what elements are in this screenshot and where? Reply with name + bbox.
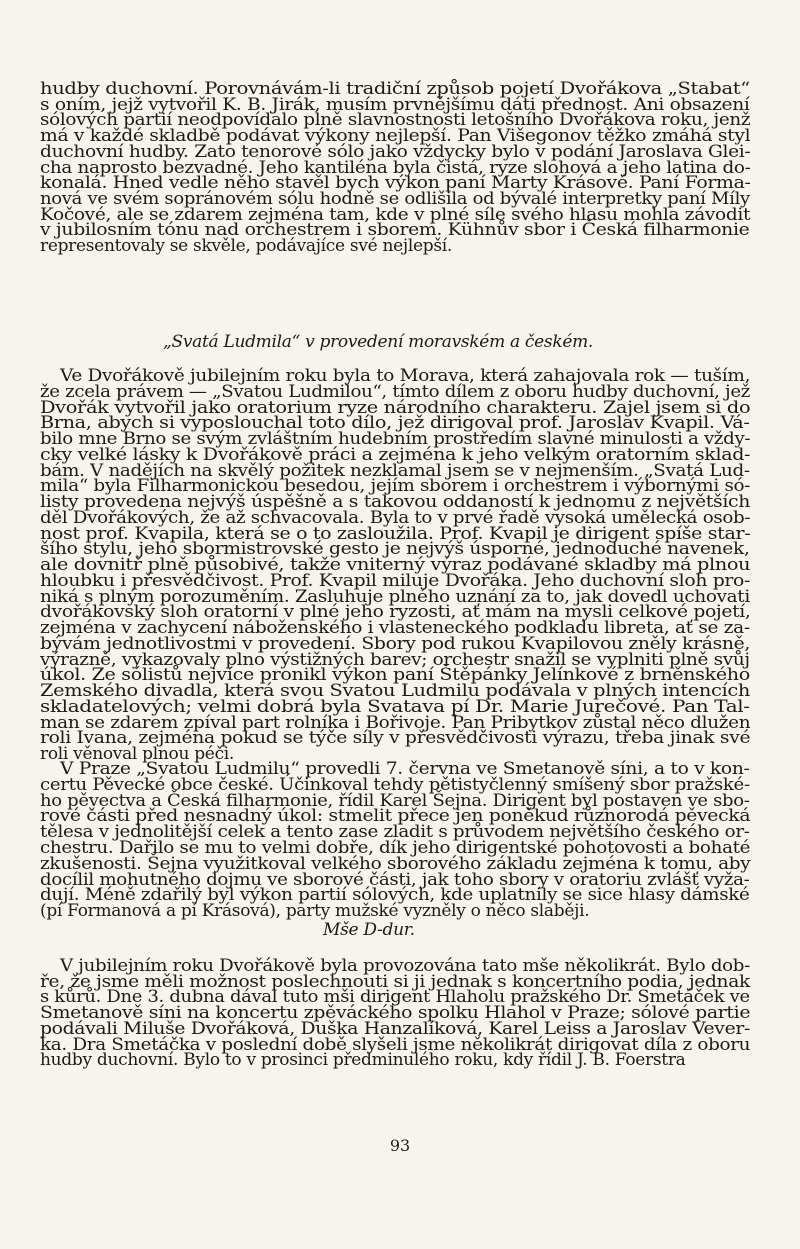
text-line: roli věnoval plnou péči. (40, 744, 235, 764)
text-line: representovaly se skvěle, podávajíce své nejlepší. (40, 236, 453, 256)
text-line: nost prof. Kvapila, která se o to zasloužila. Prof. Kvapil je dirigent spíše star- (40, 523, 751, 544)
text-line: Ve Dvořákově jubilejním roku byla to Morava, která zahajovala rok — tuším, (60, 366, 751, 386)
text-line: (pí Formanová a pí Krásová), party mužské vyzněly o něco slaběji. (40, 901, 590, 922)
text-line: že zcela právem — „Svatou Ludmilou“, tímto dílem z oboru hudby duchovní, jež (40, 381, 750, 402)
text-line: ře, že jsme měli možnost poslechnouti si ji jednak s koncertního podia, jednak (40, 971, 750, 992)
text-line: chestru. Dařilo se mu to velmi dobře, dík jeho dirigentské pohotovosti a bohaté (40, 838, 751, 858)
page-number: 93 (389, 1136, 411, 1155)
text-line: dvořákovský sloh oratorní v plné jeho ryzosti, ať mám na mysli celkové pojetí, (40, 602, 751, 623)
text-line: děl Dvořákových, že až schvacovala. Byla to v prvé řadě vysoká umělecká osob- (40, 507, 751, 528)
text-line: cha naprosto bezvadné. Jeho kantiléna byla čistá, ryze slohová a jeho latina do- (40, 157, 751, 178)
text-line: zejména v zachycení náboženského i vlasteneckého podkladu libreta, ať se za- (40, 618, 750, 638)
text-line: Smetanově síni na koncertu zpěváckého spolku Hlahol v Praze; sólové partie (40, 1003, 751, 1024)
text-line: úkol. Ze sólistů nejvíce pronikl výkon paní Štěpánky Jelínkové z brněnského (40, 665, 750, 686)
text-line: niká s plným porozuměním. Zasluhuje plného uznání za to, jak dovedl uchovati (40, 586, 750, 607)
text-line: šího stylu, jeho sbormistrovské gesto je nejvýš úsporné, jednoduché navenek, (40, 539, 750, 560)
text-line: ale dovnitř plně působivé, takže vniterný výraz podávané skladby má plnou (40, 555, 751, 575)
text-line: man se zdarem zpíval part rolníka i Bořivoje. Pan Pribytkov zůstal něco dlužen (40, 712, 751, 733)
text-line: konalá. Hned vedle něho stavěl bych výkon paní Marty Krásové. Paní Forma- (40, 173, 751, 194)
text-line: docílil mohutného dojmu ve sborové části, jak toho sbory v oratoriu zvlášť vyža- (40, 869, 750, 890)
text-line: sólových partií neodpovídalo plně slavnostnosti letošního Dvořákova roku, jenž (40, 110, 751, 131)
text-line: V Praze „Svatou Ludmilu“ provedli 7. června ve Smetanově síni, a to v kon- (60, 759, 750, 779)
text-line: hudby duchovní. Porovnávám-li tradiční způsob pojetí Dvořákova „Stabat“ (40, 79, 750, 99)
text-line: cky velké lásky k Dvořákově práci a zejména k jeho velkým oratorním sklad- (40, 444, 751, 465)
text-line: roli Ivana, zejména pokud se týče síly v přesvědčivosti výrazu, třeba jinak své (40, 728, 751, 749)
text-line: ka. Dra Smetáčka v poslední době slyšeli jsme několikrát dirigovat díla z oboru (40, 1034, 751, 1055)
text-line: certu Pěvecké obce české. Účinkoval tehdy pětistyčlenný smíšený sbor pražské- (40, 774, 750, 795)
text-line: má v každé skladbě podávat výkony nejlepší. Pan Višegonov těžko zmáhá styl (40, 126, 751, 147)
text-line: listy provedena nejvýš úspěšně a s takovou oddaností k jednomu z největších (40, 492, 751, 512)
text-line: s oním, jejž vytvořil K. B. Jirák, musím prvnějšímu dáti přednost. Ani obsazení (40, 94, 750, 115)
section-heading: Mše D-dur. (323, 920, 415, 940)
text-line: bilo mne Brno se svým zvláštním hudebním prostředím slavné minulosti a vždy- (40, 429, 751, 449)
section-heading: „Svatá Ludmila“ v provedení moravském a českém. (163, 332, 594, 352)
text-line: mila“ byla Filharmonickou besedou, jejím sborem i orchestrem i výbornými só- (40, 476, 751, 497)
text-line: bám. V nadějích na skvělý požitek nezklamal jsem se v nejmenším. „Svatá Lud- (40, 460, 750, 481)
text-line: Dvořák vytvořil jako oratorium ryze národního charakteru. Zajel jsem si do (40, 397, 751, 418)
text-line: Zemského divadla, která svou Svatou Ludmilu podávala v plných intencích (40, 681, 750, 701)
text-line: Kočové, ale se zdarem zejména tam, kde v plné síle svého hlasu mohla závodit (40, 204, 751, 225)
text-line: s kůrů. Dne 3. dubna dával tuto mši dirigent Hlaholu pražského Dr. Smetáček ve (40, 987, 750, 1008)
text-line: hloubku i přesvědčivost. Prof. Kvapil miluje Dvořáka. Jeho duchovní sloh pro- (40, 570, 751, 591)
text-line: v jubilosním tónu nad orchestrem i sborem. Kühnův sbor i Česká filharmonie (40, 220, 750, 241)
text-line: skladatelových; velmi dobrá byla Svatava pí Dr. Marie Jurečové. Pan Tal- (40, 696, 750, 717)
text-line: zkušenosti. Šejna využitkoval velkého sborového základu zejména k tomu, aby (40, 853, 751, 874)
text-line: duchovní hudby. Zato tenorové sólo jako vždycky bylo v podání Jaroslava Glei- (40, 141, 751, 162)
text-line: tělesa v jednolitější celek a tento zase zladit s průvodem největšího českého or- (40, 822, 750, 843)
text-line: podávali Miluše Dvořáková, Duška Hanzalíková, Karel Leiss a Jaroslav Vever- (40, 1018, 750, 1039)
text-line: Brna, abych si vyposlouchal toto dílo, jež dirigoval prof. Jaroslav Kvapil. Vá- (40, 413, 750, 434)
text-line: bývám jednotlivostmi v provedení. Sbory pod rukou Kvapilovou zněly krásně, (40, 633, 751, 654)
text-line: hudby duchovní. Bylo to v prosinci předminulého roku, kdy řídil J. B. Foerstra (40, 1050, 686, 1071)
text-line: ho pěvectva a Česká filharmonie, řídil Karel Šejna. Dirigent byl postaven ve sbo- (40, 790, 750, 811)
text-line: dují. Méně zdařilý byl výkon partií sólových, kde uplatnily se sice hlasy dámské (40, 885, 750, 906)
text-line: V jubilejním roku Dvořákově byla provozována tato mše několikrát. Bylo dob- (60, 956, 750, 976)
text-line: výrazně, vykazovaly plno výstižných barev; orchestr snažil se vyplniti plně svůj (40, 649, 750, 670)
text-line: rové části před nesnadný úkol: stmelit přece jen poněkud různorodá pěvecká (40, 806, 751, 827)
text-line: nová ve svém sopránovém sólu hodně se odlišila od bývalé interpretky paní Míly (40, 188, 750, 209)
